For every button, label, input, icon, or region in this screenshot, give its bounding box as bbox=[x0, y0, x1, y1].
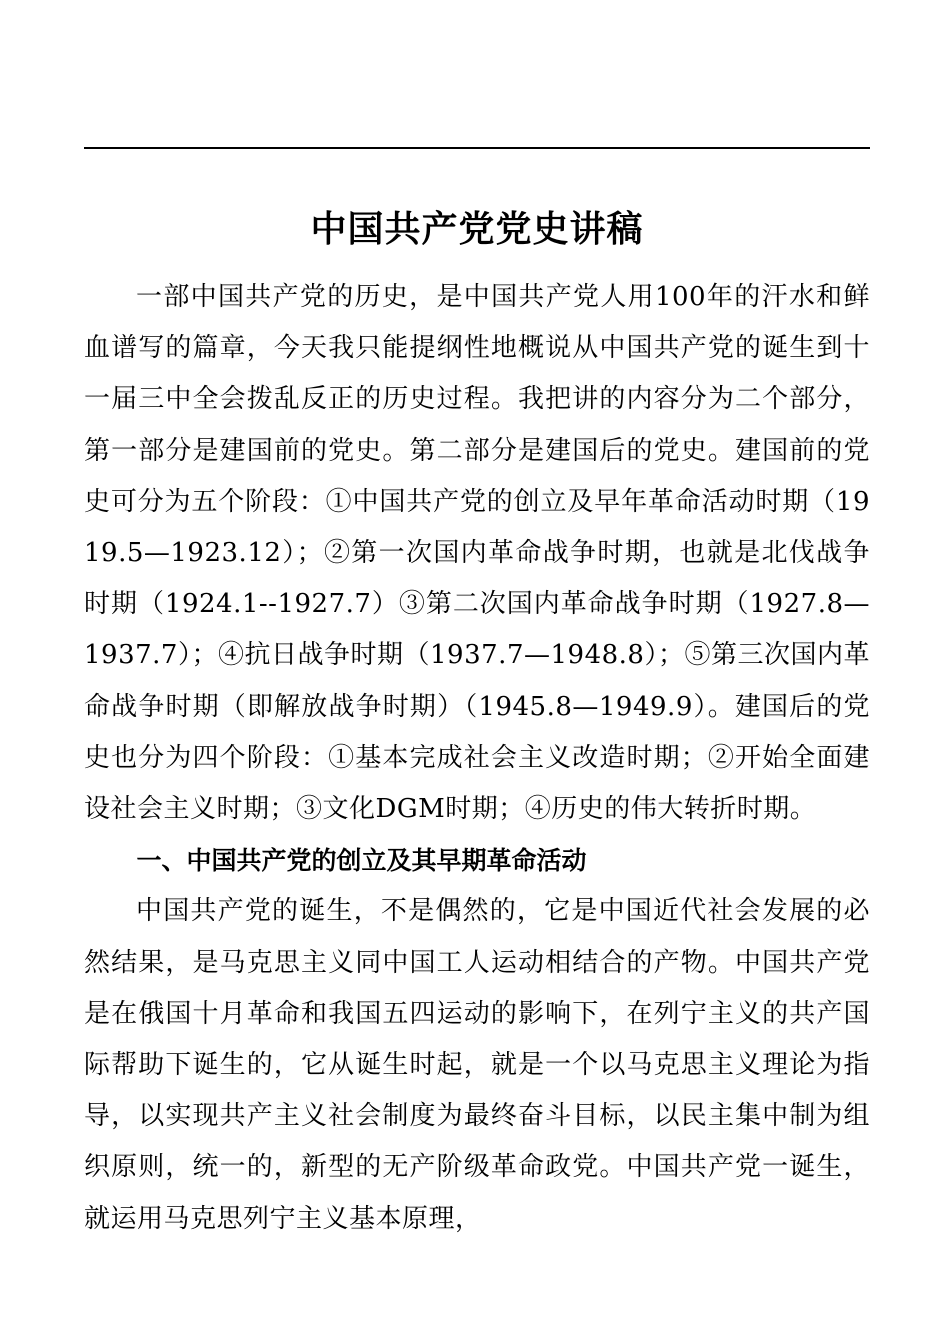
intro-paragraph: 一部中国共产党的历史，是中国共产党人用100年的汗水和鲜血谱写的篇章，今天我只能提纲性地概说从中国共产党的诞生到十一届三中全会拨乱反正的历史过程。我把讲的内容分为二个部分，第一部分是建国前的党史。第二部分是建国后的党史。建国前的党史可分为五个阶段：①中国共产党的创立及早年革命活动时期（1919.5—1923.12）；②第一次国内革命战争时期，也就是北伐战争时期（1924.1--1927.7）③第二次国内革命战争时期（1927.8—1937.7）；④抗日战争时期（1937.7—1948.8）；⑤第三次国内革命战争时期（即解放战争时期）（1945.8—1949.9）。建国后的党史也分为四个阶段：①基本完成社会主义改造时期；②开始全面建设社会主义时期；③文化DGM时期；④历史的伟大转折时期。 bbox=[84, 282, 870, 825]
header-rule bbox=[84, 147, 870, 149]
document-body bbox=[84, 272, 870, 1245]
document-title: 中国共产党党史讲稿 bbox=[310, 209, 644, 251]
section-1-paragraph: 中国共产党的诞生，不是偶然的，它是中国近代社会发展的必然结果，是马克思主义同中国工人运动相结合的产物。中国共产党是在俄国十月革命和我国五四运动的影响下，在列宁主义的共产国际帮助下诞生的，它从诞生时起，就是一个以马克思主义理论为指导，以实现共产主义社会制度为最终奋斗目标，以民主集中制为组织原则，统一的，新型的无产阶级革命政党。中国共产党一诞生，就运用马克思列宁主义基本原理， bbox=[84, 896, 870, 1234]
section-heading-1: 一、中国共产党的创立及其早期革命活动 bbox=[136, 846, 587, 876]
